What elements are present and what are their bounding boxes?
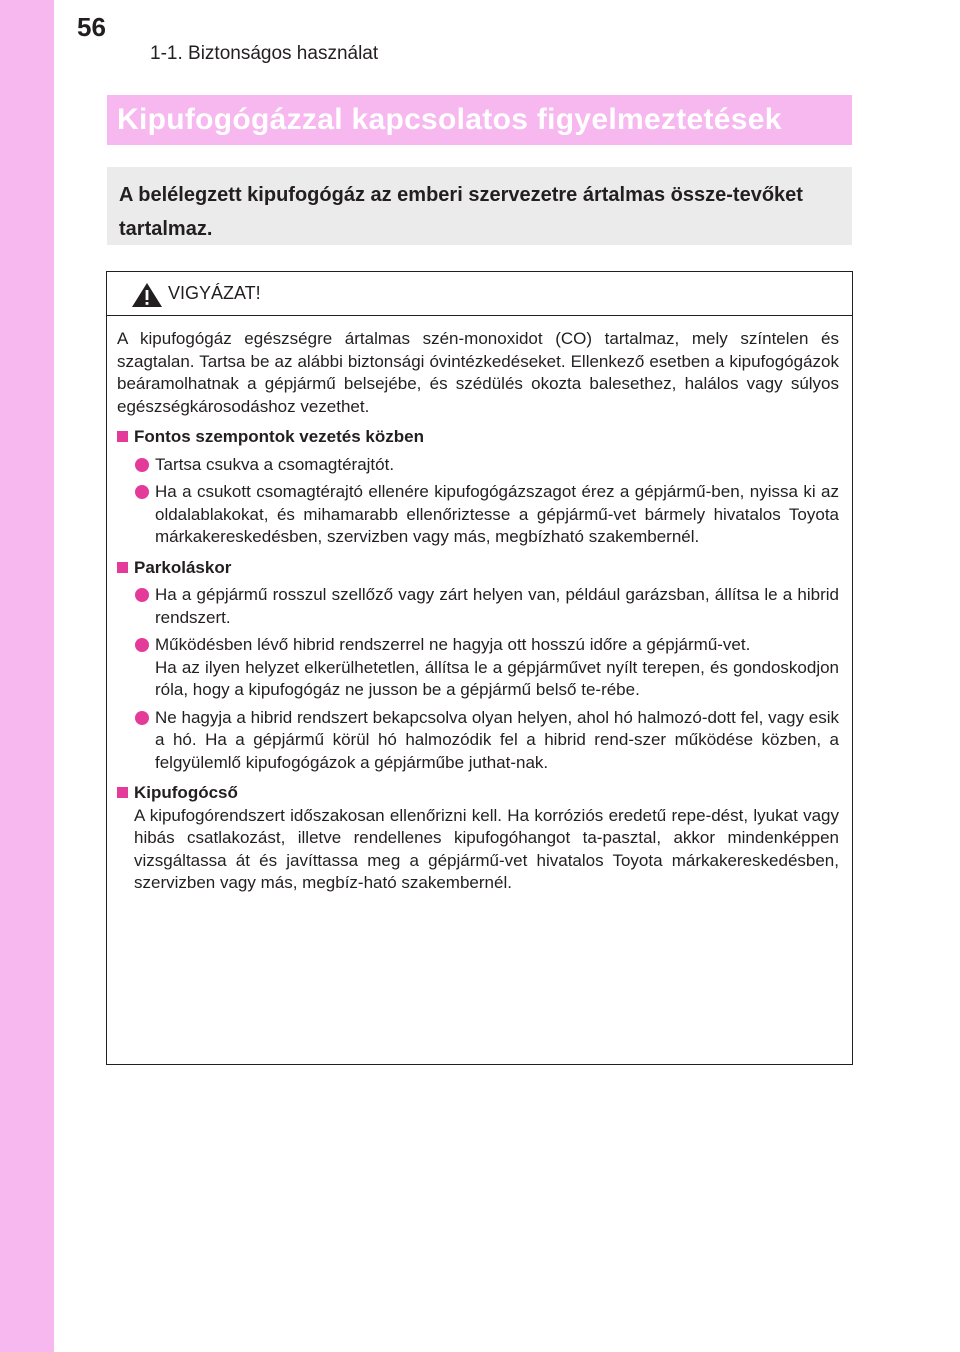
list-item: Tartsa csukva a csomagtérajtót. [134, 454, 839, 477]
warning-title: VIGYÁZAT! [168, 283, 261, 303]
list-item: Ne hagyja a hibrid rendszert bekapcsolva olyan helyen, ahol hó halmozó-dott fel, vagy esik a hó. Ha a gépjármű körül hó halmozódik fel a hibrid rend-szer működése közben, a felgyülemlő kipufogógázok a gépjárműbe juthat-nak. [134, 707, 839, 775]
section-title: Kipufogócső [134, 783, 238, 802]
warning-intro: A kipufogógáz egészségre ártalmas szén-monoxidot (CO) tartalmaz, mely színtelen és szagtalan. Tartsa be az alábbi biztonsági óvintézkedéseket. Ellenkező esetben a kipufogógázok beáramolhatnak a gépjármű belsejébe, és szédülés okozta balesethez, halálos vagy súlyos egészségkárosodáshoz vezethet. [117, 329, 839, 416]
round-bullet-icon [135, 638, 149, 652]
warning-triangle-icon [131, 282, 163, 308]
round-bullet-icon [135, 485, 149, 499]
round-bullet-icon [135, 588, 149, 602]
warning-body [117, 328, 839, 895]
square-bullet-icon [117, 562, 128, 573]
list-item-continuation: Ha az ilyen helyzet elkerülhetetlen, állítsa le a gépjárművet nyílt terepen, és gondoskodjon róla, hogy a kipufogógáz ne jusson be a gépjármű belső te-rébe. [155, 657, 839, 699]
round-bullet-icon [135, 458, 149, 472]
page-number: 56 [77, 12, 106, 42]
section-text: A kipufogórendszert időszakosan ellenőrizni kell. Ha korróziós eredetű repe-dést, lyukat vagy hibás csatlakozást, illetve rendellenes kipufogóhangot ta-pasztal, akkor mindenképpen vizsgáltassa át és javíttassa meg a gépjármű-vet hivatalos Toyota márkakereskedésben, szervizben vagy más, megbíz-ható szakembernél. [134, 805, 839, 892]
intro-box [107, 167, 852, 245]
list-item: Ha a csukott csomagtérajtó ellenére kipufogógázszagot érez a gépjármű-ben, nyissa ki az oldalablakokat, és mihamarabb ellenőriztesse a gépjármű-vet bármely hivatalos Toyota márkakereskedésben, szervizben vagy más, megbízható szakembernél. [134, 481, 839, 549]
intro-text: A belélegzett kipufogógáz az emberi szervezetre ártalmas össze-tevőket tartalmaz. [119, 184, 803, 240]
title-bar [107, 95, 852, 145]
warning-box [106, 271, 853, 1065]
list-item: Működésben lévő hibrid rendszerrel ne hagyja ott hosszú időre a gépjármű-vet. Ha az ilyen helyzet elkerülhetetlen, állítsa le a gépjárművet nyílt terepen, és gondoskodjon róla, hogy a kipufogógáz ne jusson be a gépjármű belső te-rébe. [134, 634, 839, 702]
page-title: Kipufogógázzal kapcsolatos figyelmeztetések [117, 103, 782, 136]
section-parking [117, 557, 839, 775]
section-label: 1-1. Biztonságos használat [150, 43, 379, 64]
section-exhaust-pipe [117, 782, 839, 895]
section-driving [117, 426, 839, 549]
list-item: Ha a gépjármű rosszul szellőző vagy zárt helyen van, például garázsban, állítsa le a hibrid rendszert. [134, 584, 839, 629]
square-bullet-icon [117, 431, 128, 442]
side-color-strip [0, 0, 54, 1352]
warning-header [107, 272, 852, 316]
section-title: Fontos szempontok vezetés közben [134, 427, 424, 446]
section-title: Parkoláskor [134, 557, 232, 577]
square-bullet-icon [117, 787, 128, 798]
round-bullet-icon [135, 711, 149, 725]
